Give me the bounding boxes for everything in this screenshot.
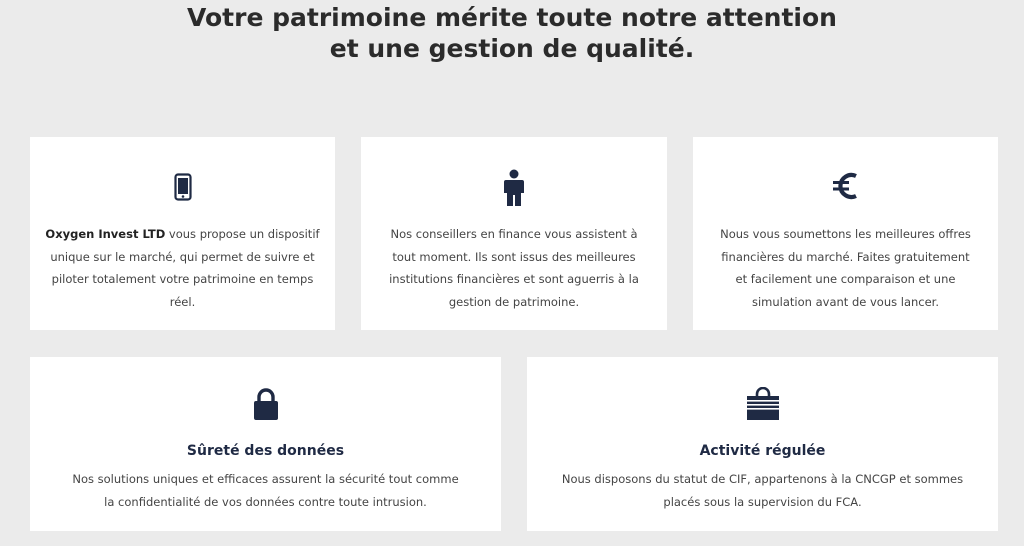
shopping-bag-icon — [743, 387, 783, 421]
feature-card-regulation — [527, 357, 998, 531]
feature-card-offers-text: Nous vous soumettons les meilleures offres financières du marché. Faites gratuitement et facilement une comparaison et une simulation avant de vous lancer. — [720, 227, 971, 309]
page-title-line-1: Votre patrimoine mérite toute notre attention — [187, 3, 837, 32]
feature-card-security-title: Sûreté des données — [186, 443, 345, 459]
feature-card-regulation-title: Activité régulée — [699, 443, 826, 459]
feature-card-security-text: Nos solutions uniques et efficaces assurent la sécurité tout comme la confidentialité de vos données contre toute intrusion. — [72, 472, 459, 509]
page-title — [0, 2, 1024, 64]
company-name: Oxygen Invest LTD — [45, 227, 166, 241]
feature-card-advisors — [361, 137, 667, 330]
feature-card-security — [30, 357, 501, 531]
feature-card-offers — [693, 137, 998, 330]
feature-card-advisors-text: Nos conseillers en finance vous assistent à tout moment. Ils sont issus des meilleures institutions financières et sont aguerris à la gestion de patrimoine. — [389, 227, 639, 309]
feature-card-platform-text — [30, 223, 335, 313]
page-title-line-2: et une gestion de qualité. — [329, 34, 695, 63]
feature-card-regulation-text: Nous disposons du statut de CIF, appartenons à la CNCGP et sommes placés sous la supervision du FCA. — [561, 472, 964, 509]
euro-icon — [833, 171, 859, 201]
person-icon — [502, 169, 526, 207]
lock-icon — [253, 388, 279, 421]
smartphone-icon — [174, 173, 192, 201]
feature-card-platform — [30, 137, 335, 330]
feature-card-platform-description: vous propose un dispositif unique sur le marché, qui permet de suivre et piloter totalement votre patrimoine en temps réel. — [50, 227, 320, 309]
